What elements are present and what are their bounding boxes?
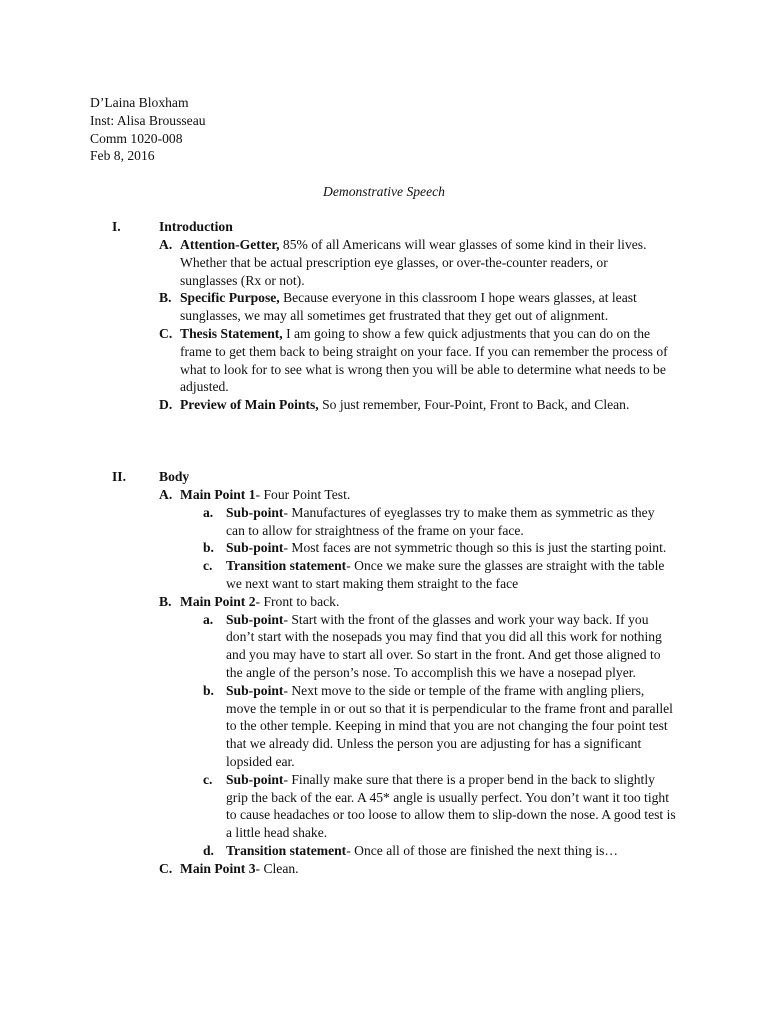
item-label: Main Point 1 (180, 487, 256, 502)
subitem-text: - Next move to the side or temple of the frame with angling pliers, move the temple in or out so that it is perpendicular to the frame front and parallel to the other temple. Keeping in mind that you are not changing the four point test that we already did. Unless the person you are adjusting for has a significant lopsided ear. (226, 682, 673, 769)
item-label: Preview of Main Points, (180, 397, 319, 413)
section-title: Body (159, 469, 190, 484)
item-text: - Four Point Test. (255, 487, 351, 502)
section-heading (0, 218, 768, 236)
document-header (90, 94, 206, 165)
outline-item (0, 325, 668, 396)
item-text: - Front to back. (255, 593, 340, 609)
outline-subitem (0, 842, 676, 860)
subitem-text: - Once we make sure the glasses are straight with the table we next want to start making them straight to the face (226, 558, 665, 591)
item-label: Thesis Statement, (180, 325, 283, 341)
item-text: I am going to show a few quick adjustments that you can do on the frame to get them back to being straight on your face. If you can remember the process of what to look for to see what is wrong then you will be able to determine what needs to be adjusted. (180, 325, 668, 395)
subitem-label: Sub-point (226, 504, 284, 520)
item-label: Main Point 2 (180, 593, 256, 609)
document-title: Demonstrative Speech (323, 184, 445, 199)
subitem-text: - Start with the front of the glasses and work your way back. If you don’t start with the nosepads you may find that you did all this work for nothing and you may have to start all over. So start in the front. And get those aligned to the angle of the person’s nose. To accomplish this we have a nosepad plyer. (226, 611, 662, 680)
subitem-text: - Finally make sure that there is a proper bend in the back to slightly grip the back of the ear. A 45* angle is usually perfect. You don’t want it too tight to cause headaches or too loose to allow them to slip-down the nose. A good test is a little head shake. (226, 771, 676, 841)
subitem-marker: a. (203, 504, 214, 520)
item-marker: A. (159, 237, 173, 252)
item-marker: B. (159, 290, 172, 306)
subitem-marker: b. (203, 540, 214, 556)
outline-item (0, 593, 668, 611)
item-marker: C. (159, 860, 173, 876)
section-numeral: I. (112, 219, 121, 234)
item-text: Because everyone in this classroom I hope wears glasses, at least sunglasses, we may all sometimes get frustrated that they get out of alignment. (180, 290, 637, 324)
subitem-marker: b. (203, 682, 214, 698)
subitem-label: Sub-point (226, 540, 284, 556)
item-text: 85% of all Americans will wear glasses of some kind in their lives. Whether that be actual prescription eye glasses, or over-the-counter readers, or sunglasses (Rx or not). (180, 237, 647, 288)
subitem-marker: c. (203, 771, 213, 787)
outline-subitem (0, 504, 676, 540)
subitem-label: Sub-point (226, 771, 284, 787)
outline-subitem (0, 539, 676, 557)
outline-item (0, 236, 668, 289)
outline-item (0, 289, 668, 325)
item-text: So just remember, Four-Point, Front to Back, and Clean. (318, 397, 630, 413)
author-name: D’Laina Bloxham (90, 95, 189, 110)
item-marker: C. (159, 325, 173, 341)
section-introduction (0, 218, 768, 414)
item-label: Attention-Getter, (180, 237, 280, 252)
instructor-name: Inst: Alisa Brousseau (90, 112, 206, 128)
item-text: - Clean. (255, 860, 299, 876)
outline-item (0, 396, 668, 414)
subitem-label: Transition statement (226, 558, 347, 574)
outline-item (0, 486, 668, 504)
section-body (0, 468, 768, 878)
outline-subitem (0, 611, 676, 682)
subitem-label: Sub-point (226, 611, 284, 627)
subitem-text: - Manufactures of eyeglasses try to make them as symmetric as they can to allow for straightness of the frame on your face. (226, 504, 655, 538)
course-code: Comm 1020-008 (90, 130, 183, 146)
subitem-marker: d. (203, 842, 214, 858)
section-heading (0, 468, 768, 486)
item-label: Specific Purpose, (180, 290, 280, 306)
outline-subitem (0, 557, 676, 593)
outline-item (0, 860, 668, 878)
subitem-text: - Most faces are not symmetric though so this is just the starting point. (283, 540, 667, 556)
subitem-text: - Once all of those are finished the next thing is… (346, 842, 619, 858)
item-marker: A. (159, 487, 173, 502)
item-marker: B. (159, 593, 172, 609)
subitem-marker: a. (203, 611, 214, 627)
item-marker: D. (159, 397, 173, 413)
item-label: Main Point 3 (180, 860, 256, 876)
subitem-label: Transition statement (226, 842, 347, 858)
subitem-marker: c. (203, 558, 213, 574)
outline-subitem (0, 771, 676, 842)
section-numeral: II. (112, 469, 126, 484)
section-title: Introduction (159, 219, 233, 234)
outline-subitem (0, 682, 676, 771)
subitem-label: Sub-point (226, 682, 284, 698)
document-date: Feb 8, 2016 (90, 148, 155, 164)
